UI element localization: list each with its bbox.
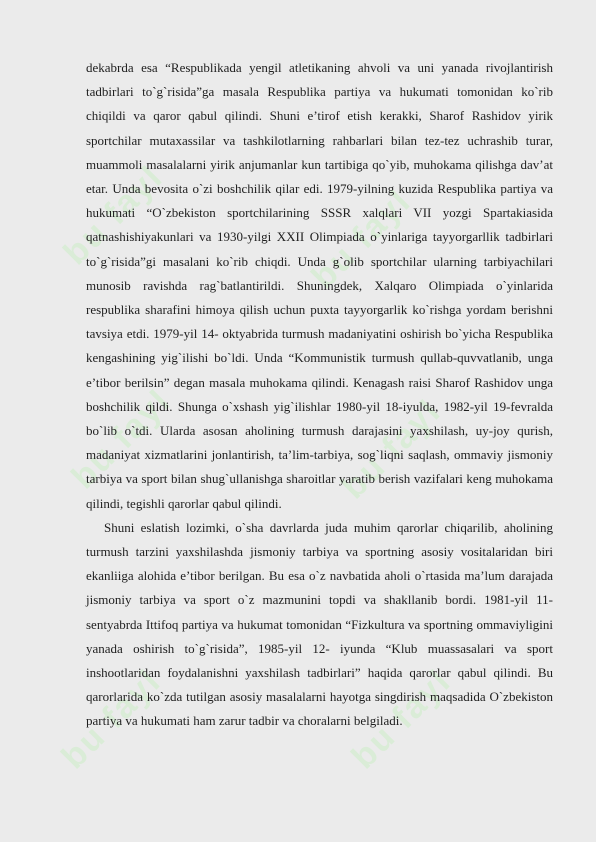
paragraph: dekabrda esa “Respublikada yengil atletikaning ahvoli va uni yanada rivojlantirish tadbirlari to`g`risida”ga masala Respublika partiya va hukumati tomonidan ko`rib chiqildi va qaror qabul qilindi. Shuni e’tirof etish kerakki, Sharof Rashidov yirik sportchilar mutaxassilar va tashkilotlarning rahbarlari bilan tez-tez uchrashib turar, muammoli masalalarni yirik anjumanlar kun tartibiga qo`yib, muhokama qilishga dav’at etar. Unda bevosita o`zi boshchilik qilar edi. 1979-yilning kuzida Respublika partiya va hukumati “O`zbekiston sportchilarining SSSR xalqlari VII yozgi Spartakiasida qatnashishiyakunlari va 1930-yilgi XXII Olimpiada o`yinlariga tayyorgarllik tadbirlari to`g`risida”gi masalani ko`rib chiqdi. Unda g`olib sportchilar ularning tarbiyachilari munosib ravishda rag`batlantirildi. Shuningdek, Xalqaro Olimpiada o`yinlarida respublika sharafini himoya qilish uchun puxta tayyorgarlik ko`rishga yordam berishni tavsiya etdi. 1979-yil 14- oktyabrida turmush madaniyatini oshirish bo`yicha Respublika kengashining yig`ilishi bo`ldi. Unda “Kommunistik turmush qullab-quvvatlanib, unga e’tibor berilsin” degan masala muhokama qilindi. Kenagash raisi Sharof Rashidov unga boshchilik qildi. Shunga o`xshash yig`ilishlar 1980-yil 18-iyulda, 1982-yil 19-fevralda bo`lib o`tdi. Ularda asosan aholining turmush darajasini yaxshilash, uy-joy qurish, madaniyat xizmatlarini jonlantirish, ta’lim-tarbiya, sog`liqni saqlash, ommaviy jismoniy tarbiya va sport bilan shug`ullanishga sharoitlar yaratib berish vazifalari keng muhokama qilindi, tegishli qarorlar qabul qilindi. [86, 60, 553, 511]
watermark: bu fayl [54, 662, 169, 777]
watermark: bu fayl [344, 662, 459, 777]
watermark: bu fayl [64, 382, 179, 497]
watermark: bu fayl [304, 182, 419, 297]
watermark: bu fayl [56, 158, 171, 273]
body-text [86, 56, 553, 734]
paragraph: Shuni eslatish lozimki, o`sha davrlarda juda muhim qarorlar chiqarilib, aholining turmush tarzini yaxshilashda jismoniy tarbiya va sportning asosiy vositalaridan biri ekanliiga alohida e’tibor berilgan. Bu esa o`z navbatida aholi o`rtasida ma’lum darajada jismoniy tarbiya va sport o`z mazmunini topdi va shakllanib bordi. 1981-yil 11-sentyabrda Ittifoq partiya va hukumat tomonidan “Fizkultura va sportning ommaviyligini yanada oshirish to`g`risida”, 1985-yil 12- iyunda “Klub muassasalari va sport inshootlaridan foydalanishni yaxshilash tadbirlari” haqida qarorlar qabul qilindi. Bu qarorlarida ko`zda tutilgan asosiy masalalarni hayotga singdirish maqsadida O`zbekiston partiya va hukumati ham zarur tadbir va choralarni belgiladi. [86, 519, 553, 729]
watermark: bu fayl [334, 392, 449, 507]
